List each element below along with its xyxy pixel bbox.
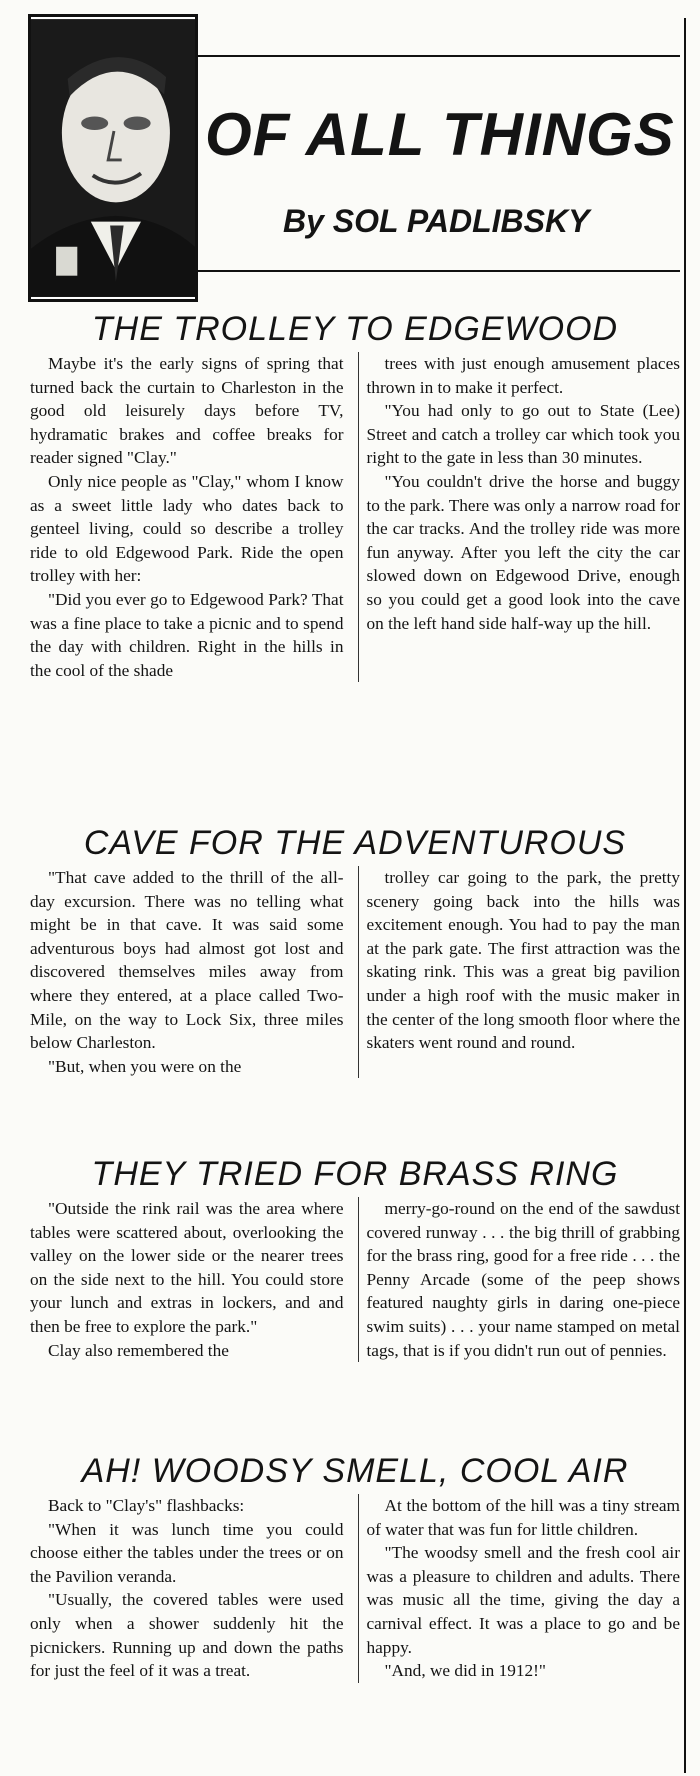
paragraph: "And, we did in 1912!" — [384, 1661, 546, 1681]
paragraph: "You had only to go out to State (Lee) Street and catch a trolley car which took you right to the gate in less than 30 minutes. — [366, 401, 680, 468]
text-column-left — [30, 1494, 344, 1683]
paragraph: "That cave added to the thrill of the all-day excursion. There was no telling what might be in that cave. It was said some adventurous boys had almost got lost and discovered themselves miles away from where they entered, at a place called Two-Mile, on the way to Lock Six, three miles below Charleston. — [30, 868, 344, 1053]
paragraph: "When it was lunch time you could choose either the tables under the trees or on the Pavilion veranda. — [30, 1519, 344, 1586]
paragraph: merry-go-round on the end of the sawdust covered runway . . . the big thrill of grabbing for the brass ring, good for a free ride . . . the Penny Arcade (some of the peep shows featured naughty girls in daring one-piece swim suits) . . . your name stamped on metal tags, that is if you didn't run out of pennies. — [366, 1199, 680, 1360]
right-column-rule — [684, 18, 686, 1773]
column-title: OF ALL THINGS — [205, 101, 675, 168]
section-heading: THEY TRIED FOR BRASS RING — [91, 1155, 619, 1193]
section-cave — [30, 826, 680, 1078]
paragraph: Back to "Clay's" flashbacks: — [48, 1496, 245, 1515]
paragraph: Only nice people as "Clay," whom I know as a sweet little lady who dates back to genteel living, could so describe a trolley ride to old Edgewood Park. Ride the open trolley with her: — [30, 471, 344, 586]
paragraph: At the bottom of the hill was a tiny stream of water that was fun for little children. — [366, 1496, 680, 1539]
paragraph: "Did you ever go to Edgewood Park? That was a fine place to take a picnic and to spend the day with children. Right in the hills in the cool of the shade — [30, 589, 344, 680]
byline: By SOL PADLIBSKY — [283, 203, 590, 239]
column-masthead — [0, 0, 700, 300]
paragraph: "Usually, the covered tables were used only when a shower suddenly hit the picnickers. Running up and down the paths for just the feel of it was a treat. — [30, 1590, 344, 1681]
section-heading: AH! WOODSY SMELL, COOL AIR — [81, 1452, 629, 1490]
text-column-right — [358, 352, 681, 682]
paragraph: trees with just enough amusement places thrown in to make it perfect. — [366, 354, 680, 397]
masthead-top-rule — [198, 55, 680, 57]
text-column-right — [358, 866, 681, 1078]
text-column-left — [30, 352, 344, 682]
text-column-left — [30, 866, 344, 1078]
text-column-right — [358, 1494, 681, 1683]
paragraph: "But, when you were on the — [48, 1056, 242, 1076]
author-portrait — [28, 14, 198, 302]
section-heading: CAVE FOR THE ADVENTUROUS — [83, 824, 627, 862]
paragraph: "You couldn't drive the horse and buggy to the park. There was only a narrow road for the car tracks. And the trolley ride was more fun anyway. After you left the city the car slowed down on Edgewood Drive, enough so you could get a good look into the cave on the left hand side half-way up the hill. — [366, 471, 681, 633]
text-column-right — [358, 1197, 681, 1362]
section-brass-ring — [30, 1157, 680, 1362]
paragraph: Maybe it's the early signs of spring that turned back the curtain to Charleston in the good old leisurely days before TV, hydramatic brakes and coffee breaks for reader signed "Clay." — [30, 354, 344, 468]
section-woodsy — [30, 1454, 680, 1683]
paragraph: "The woodsy smell and the fresh cool air was a pleasure to children and adults. There was music all the time, giving the day a carnival effect. It was a place to go and be happy. — [366, 1543, 680, 1657]
masthead-bottom-rule — [198, 270, 680, 272]
paragraph: trolley car going to the park, the pretty scenery going back into the hills was excitement enough. You had to pay the man at the park gate. The first attraction was the skating rink. This was a great big pavilion under a high roof with the music maker in the center of the long smooth floor where the skaters went round and round. — [366, 868, 680, 1053]
section-heading: THE TROLLEY TO EDGEWOOD — [91, 310, 619, 348]
paragraph: "Outside the rink rail was the area where tables were scattered about, overlooking the valley on the lower side or the nearer trees on the side next to the hill. You could store your lunch and extras in lockers, and and then be free to explore the park." — [30, 1199, 344, 1336]
section-trolley — [30, 312, 680, 682]
text-column-left — [30, 1197, 344, 1362]
paragraph: Clay also remembered the — [48, 1340, 229, 1360]
